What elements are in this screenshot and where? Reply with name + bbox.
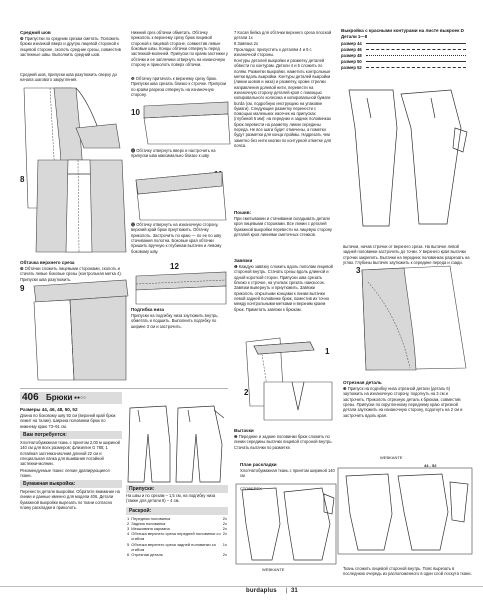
size-legend: [341, 28, 466, 88]
table-cell: 2x: [222, 521, 227, 527]
page-number: 31: [291, 588, 298, 594]
text-step-12: ⓬ Обтачку отвернуть на изнаночную сторону, верхний край брюк приутюжить. Обтачку приколоть. Застрочить по краю — по ее по шву стачивания полотна. Боковые края обтачки пришить вручную к глубинам вытачек и левому боковому шву.: [131, 222, 222, 254]
size-legend-subtitle: Детали 1—8: [341, 33, 368, 39]
fig-number-1: 1: [325, 347, 330, 356]
text-cut-piece: ❸ Припуск на подгибку низа отрезной детали (деталь 6) заутюжить на изнаночную сторону, подогнуть на 3 см и застрочить. Приколоть отрезную деталь к брюкам, совместив срезы. Припуски по скругленному переднему краю отрезной детали заутюжить на изнаночную сторону, подогнуть на 2 см и застрочить вдоль края.: [343, 386, 463, 418]
figure-darts: [262, 380, 334, 420]
text-length: Длина по боковому шву 92 см (верхний край брюк лежит на талии). Ширина половинки брюк по нижнему краю 73–91 см.: [20, 413, 116, 429]
text-step-10: ❿ Обтачку притачать к верхнему срезу брюк. Припуски шва срезать близко к строчке. Припуски по краям разреза отвернуть на изнаночную сторону.: [131, 76, 227, 97]
figure-12: [134, 272, 228, 304]
table-cell: Обтачка верхнего среза передней половинки со сгибом: [131, 531, 221, 542]
heading-sewing: Пошив:: [234, 210, 252, 215]
fig-number-12: 12: [170, 262, 179, 271]
table-row: [126, 552, 228, 557]
layout-diagram-left: [236, 484, 338, 566]
heading-ties: Завязки: [234, 258, 253, 263]
fig-number-10: 10: [131, 108, 140, 117]
text-need: Хлопчатобумажная ткань с принтом 2,00 м шириной 140 см для всех размеров; флизелин G 785; 1 потайная застежка-молния длиной 22 см и специальная лапка для вшивания потайной застежки-молнии.: [20, 440, 120, 467]
text-allowances: На швы и по срезам – 1,5 см, на подгибку низа (также для детали 6) – 4 см.: [126, 493, 216, 504]
fig-number-2: 2: [244, 388, 249, 397]
table-cell: 6: [127, 551, 130, 557]
footer-brand: burdaplus: [246, 588, 277, 594]
text-layout-note: Ткань сложить лицевой стороной внутрь. Пояс вырезать в последнюю очередь из расположенного в один слой лоскута ткани.: [343, 566, 472, 577]
figure-11: [134, 170, 228, 220]
figure-8: [32, 160, 128, 252]
heading-crotch-seam: Средний шов: [20, 30, 51, 35]
pattern-overview: [341, 88, 471, 228]
text-facing: ❾ Обтачки сложить лицевыми сторонами, сколоть и стачать левые боковые срезы (контрольная метка 4). Припуски шва разутюжить.: [20, 266, 122, 282]
text-piece-7: 7 Косая бейка для обтачки верхнего среза плоской детали 1x: [234, 30, 332, 41]
heading-cutting: Раскрой:: [126, 507, 228, 515]
text-sewing: При сметывании и стачивании складывать детали кроя лицевыми сторонами. Все линии с деталей бумажной выкройки перевести на лицевую сторону деталей кроя линиями сметочных стежков.: [234, 216, 333, 237]
table-cell: Передняя половинка: [131, 516, 171, 521]
heading-facing: Обтачка верхнего среза: [20, 260, 75, 265]
text-step-11: ⓫ Обтачку отвернуть вверх и настрочить на припуски шва максимально близко к шву.: [131, 148, 216, 159]
heading-cut-piece: Отрезная деталь: [343, 380, 382, 385]
figure-cut-piece: [344, 262, 472, 374]
text-paper: Перенести детали выкройки. Обратите внимание на линии и данные именно для модели 406. Детали бумажной выкройки вырезать по ткани согласно плану раскладки и приколоть.: [20, 489, 120, 510]
layout-diagram: [338, 462, 474, 562]
heading-need: Вам потребуется:: [20, 431, 122, 439]
table-cell: 2: [127, 521, 130, 527]
figure-10: [142, 100, 230, 144]
model-sketch: [126, 404, 226, 484]
table-cell: 4: [127, 531, 130, 537]
text-piece-8: 8 Завязка 2x: [234, 41, 259, 46]
selvage-label-bottom: WEBKANTE: [262, 567, 285, 572]
text-crotch-seam-2: Средний шов, припуски шва разутюжить сверху до начала шагового закругления.: [20, 72, 117, 83]
fig-number-9: 9: [20, 284, 25, 293]
footer-rule: [0, 586, 483, 587]
selvage-label-top: WEBKANTE: [380, 455, 403, 460]
model-number: 406: [22, 392, 39, 403]
fig-number-3: 3: [356, 266, 361, 275]
table-cell: Задняя половинка: [131, 521, 166, 527]
table-cell: 2x: [222, 526, 227, 532]
text-transfer: Контуры деталей выкройки и разметку деталей обвести по контурам. Детали 4 и 5 сложить по полям. Разметки выкройки, наметить контрольные метки вдоль выкройки. Контуры деталей выкройки (линии шовов и низа) и разметку, кроме стрелки направления долевой нити, перевести на изнаночную сторону деталей кроя с помощью копировального колесика и копировальной бумаги burda (см. подробную инструкцию на упаковке бумаги). Следующие разметку перенести с помощью маленьких насечек на припусках (глубиной 5 мм): на передних и задних половинках брюк перевести на разметку линии середины переда. Не все шаги будет отмечены, а пометки будут разметки для конца проймы. Надрезать чем заметно без нити кнопки по контурной отметке для пояса.: [234, 58, 332, 148]
footer-separator: |: [286, 588, 288, 594]
sizes-line: Размеры 44, 46, 48, 50, 52: [20, 407, 78, 412]
layout-sizes-label: 44 - 52: [424, 463, 437, 468]
size-label: размер 52: [341, 64, 362, 70]
text-darts-cont: вытачки, начав строчки от верхнего среза. На вытачке левой задней половинки застрочить до точки. У верхнего края вытачки строчки закрепить. Вытачки на передних половинках разрезать на углах. Глубины вытачек заутюжить к середине переда и сзади.: [343, 244, 470, 265]
text-facing-attach: Нижний срез обтачки обметать. Обтачку приколоть к верхнему срезу брюк лицевой стороной к лицевой стороне, совместив левые боковые швы. Концы обтачки отвернуть перед застежкой-молнией. Припуски по краям застежки у обтачки и ее заплечики отвернуть на изнаночную сторону и приколоть поверх обтачки.: [131, 30, 228, 67]
heading-allowances: Припуски:: [126, 485, 228, 493]
table-cell: 5: [127, 541, 130, 547]
table-cell: 2x: [222, 531, 227, 537]
text-hem: Припуски на подгибку низа заутюжить внутрь, обметать и подшить. Выполнить подгибку по ширине 3 см и застрочить.: [131, 313, 219, 329]
fold-label: СТОФБРЕХ: [240, 486, 262, 491]
text-darts: ❷ Передние и задние половинки брюк сложить по линии середины вытачки лицевой стороной внутрь. Стачать вытачки по разметке.: [234, 434, 333, 450]
fig-number-8: 8: [20, 175, 25, 184]
size-row: [341, 65, 466, 71]
table-cell: Мешковина кармана: [131, 526, 170, 532]
size-label: размер 48: [341, 52, 362, 58]
text-interfacing: Прокладка: припустить к деталям 4 и 5 с изнаночной стороны.: [234, 47, 312, 58]
heading-layout-plan: План раскладки: [240, 462, 277, 467]
figure-9: [30, 280, 130, 380]
text-recommended: Рекомендуемые ткани: легкие драпирующиеся ткани.: [20, 468, 110, 479]
table-row: [126, 542, 228, 552]
text-layout-fabric: Хлопчатобумажная ткань с принтом шириной 140 см: [240, 468, 335, 479]
size-label: размер 50: [341, 58, 362, 64]
size-legend-title: Выкройка с красными контурами на листе выкроек D: [341, 28, 464, 33]
size-label: размер 46: [341, 46, 362, 52]
table-cell: 1x: [222, 541, 227, 547]
model-title: Брюки: [46, 393, 73, 402]
size-label: размер 44: [341, 40, 362, 46]
table-cell: Отрезная деталь: [131, 551, 163, 557]
heading-paper: Бумажная выкройка:: [20, 480, 122, 488]
table-cell: 3: [127, 526, 130, 532]
heading-hem: Подгибка низа: [131, 307, 165, 312]
text-crotch-seam: ❾ Припустки по средним срезам сметать. Положить брюки изнанкой вверх и другую лицевой стороной к лицевой стороне, сколоть средние срезы, совместив застежные швы. Выполнить средний шов.: [20, 36, 121, 57]
cutting-table: [126, 516, 228, 557]
text-ties: ❶ Каждую завязку сложить вдоль пополам лицевой стороной внутрь. Стачать срезы вдоль длинной и одной короткой сторон. Припуски шва срезать близко к строчке, на уголках срезать наискосок. Завязки вывернуть и приутюжить. Завязки приколоть открытыми концами к линии вытачки левой задней половинке брюк, поместив их точно между контрольными метками и верхним краем брюк. Приметать завязки к брюкам.: [234, 264, 333, 312]
table-row: [126, 531, 228, 541]
table-cell: 1: [127, 516, 130, 521]
table-cell: 2x: [222, 551, 227, 557]
difficulty-dots: ●●○○: [74, 395, 87, 401]
heading-darts: Вытачки: [234, 428, 254, 433]
table-cell: 2x: [222, 516, 227, 521]
table-cell: Обтачка верхнего среза задней половинки со сгибом: [131, 541, 216, 552]
